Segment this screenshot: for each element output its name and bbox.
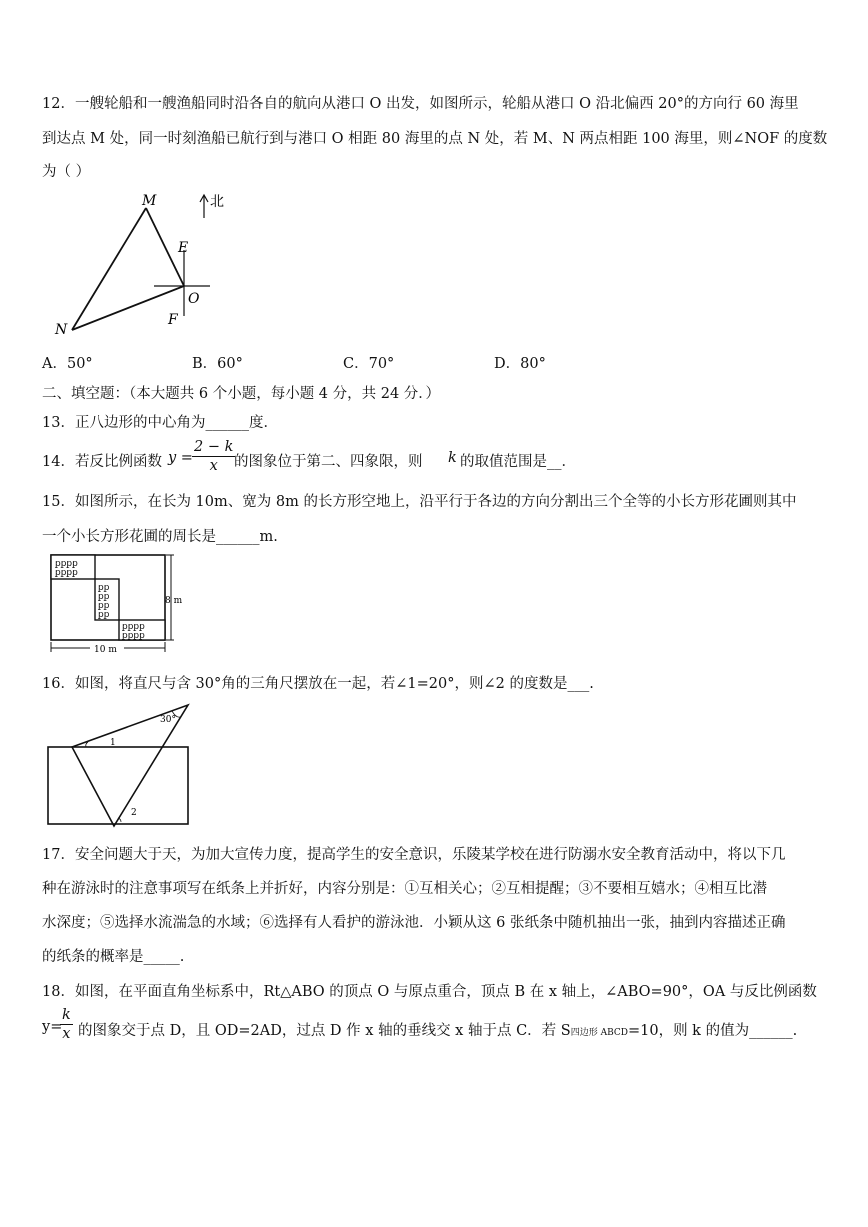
label-e: E <box>178 240 189 256</box>
q12-option-d: D．80° <box>494 356 546 372</box>
svg-text:ꝑꝑ: ꝑꝑ <box>98 592 110 602</box>
height-label: 8 m <box>165 596 183 606</box>
svg-text:ꝑꝑꝑꝑ: ꝑꝑꝑꝑ <box>55 568 78 578</box>
q12-line-3: 为（ ） <box>42 164 91 180</box>
q18-line-2-b: =10，则 k 的值为______. <box>627 1023 798 1039</box>
q15-line-1: 15．如图所示，在长为 10m、宽为 8m 的长方形空地上，沿平行于各边的方向分割出三个全等的小长方形花圃则其中 <box>42 494 797 510</box>
q14-numerator: 2 − k <box>194 439 234 455</box>
q12-line-1: 12．一艘轮船和一艘渔船同时沿各自的航向从港口 O 出发，如图所示，轮船从港口 O 沿北偏西 20°的方向行 60 海里 <box>42 96 799 112</box>
q12-option-a: A．50° <box>42 356 93 372</box>
q17-line-2: 种在游泳时的注意事项写在纸条上并折好，内容分别是：①互相关心；②互相提醒；③不要相互嬉水；④相互比潜 <box>42 881 767 897</box>
flower-pattern <box>54 559 145 641</box>
label-o: O <box>188 291 200 307</box>
q12-option-c: C．70° <box>343 356 395 372</box>
q12-figure <box>50 188 250 340</box>
segment-mn <box>72 208 146 330</box>
width-label: 10 m <box>94 645 117 655</box>
q18-line-2-a: 的图象交于点 D，且 OD=2AD，过点 D 作 x 轴的垂线交 x 轴于点 C．若 S <box>78 1023 571 1039</box>
q18-y-equals: y= <box>42 1019 63 1035</box>
q18-numerator: k <box>62 1007 71 1023</box>
angle-1-label: 1 <box>110 738 116 748</box>
q15-figure <box>44 552 194 656</box>
section-2-heading: 二、填空题：（本大题共 6 个小题，每小题 4 分，共 24 分．） <box>42 386 441 402</box>
q15-line-2: 一个小长方形花圃的周长是______m. <box>42 529 278 545</box>
svg-text:ꝑꝑꝑꝑ: ꝑꝑꝑꝑ <box>122 631 145 641</box>
q18-line-1: 18．如图，在平面直角坐标系中，Rt△ABO 的顶点 O 与原点重合，顶点 B 在 x 轴上，∠ABO=90°，OA 与反比例函数 <box>42 984 817 1000</box>
svg-text:ꝑꝑꝑꝑ: ꝑꝑꝑꝑ <box>55 559 78 569</box>
q17-line-4: 的纸条的概率是_____. <box>42 949 185 965</box>
label-n: N <box>55 322 68 338</box>
q12-option-b: B．60° <box>192 356 243 372</box>
q13: 13．正八边形的中心角为______度． <box>42 415 278 431</box>
label-f: F <box>168 312 178 328</box>
svg-text:ꝑꝑ: ꝑꝑ <box>98 583 110 593</box>
ruler <box>48 747 188 824</box>
q14-prefix: 14．若反比例函数 <box>42 454 162 470</box>
q14-suffix: 的图象位于第二、四象限，则 <box>234 454 423 470</box>
q18-fraction <box>60 1006 73 1043</box>
label-m: M <box>142 193 157 209</box>
svg-text:ꝑꝑ: ꝑꝑ <box>98 601 110 611</box>
q14-fraction <box>192 438 235 475</box>
angle-30-label: 30° <box>160 715 176 725</box>
q14-y-equals: y = <box>168 450 193 466</box>
svg-text:ꝑꝑ: ꝑꝑ <box>98 610 110 620</box>
q16-figure <box>44 700 194 830</box>
q14-denominator: x <box>209 458 218 474</box>
q18-line-2 <box>78 1019 797 1040</box>
svg-text:ꝑꝑꝑꝑ: ꝑꝑꝑꝑ <box>122 622 145 632</box>
q12-line-2: 到达点 M 处，同一时刻渔船已航行到与港口 O 相距 80 海里的点 N 处，若 M、N 两点相距 100 海里，则∠NOF 的度数 <box>42 131 828 147</box>
q16-text: 16．如图，将直尺与含 30°角的三角尺摆放在一起，若∠1=20°，则∠2 的度数是___. <box>42 676 594 692</box>
label-north: 北 <box>210 194 224 210</box>
q17-line-1: 17．安全问题大于天，为加大宣传力度，提高学生的安全意识，乐陵某学校在进行防溺水安全教育活动中，将以下几 <box>42 847 786 863</box>
q18-subscript: 四边形 ABCD <box>570 1028 628 1038</box>
q18-denominator: x <box>62 1026 71 1042</box>
q14-k: k <box>448 450 457 466</box>
angle-2-label: 2 <box>131 808 137 818</box>
q17-line-3: 水深度；⑤选择水流湍急的水域；⑥选择有人看护的游泳池．小颖从这 6 张纸条中随机抽出一张，抽到内容描述正确 <box>42 915 786 931</box>
q14-suffix-2: 的取值范围是__． <box>460 454 576 470</box>
